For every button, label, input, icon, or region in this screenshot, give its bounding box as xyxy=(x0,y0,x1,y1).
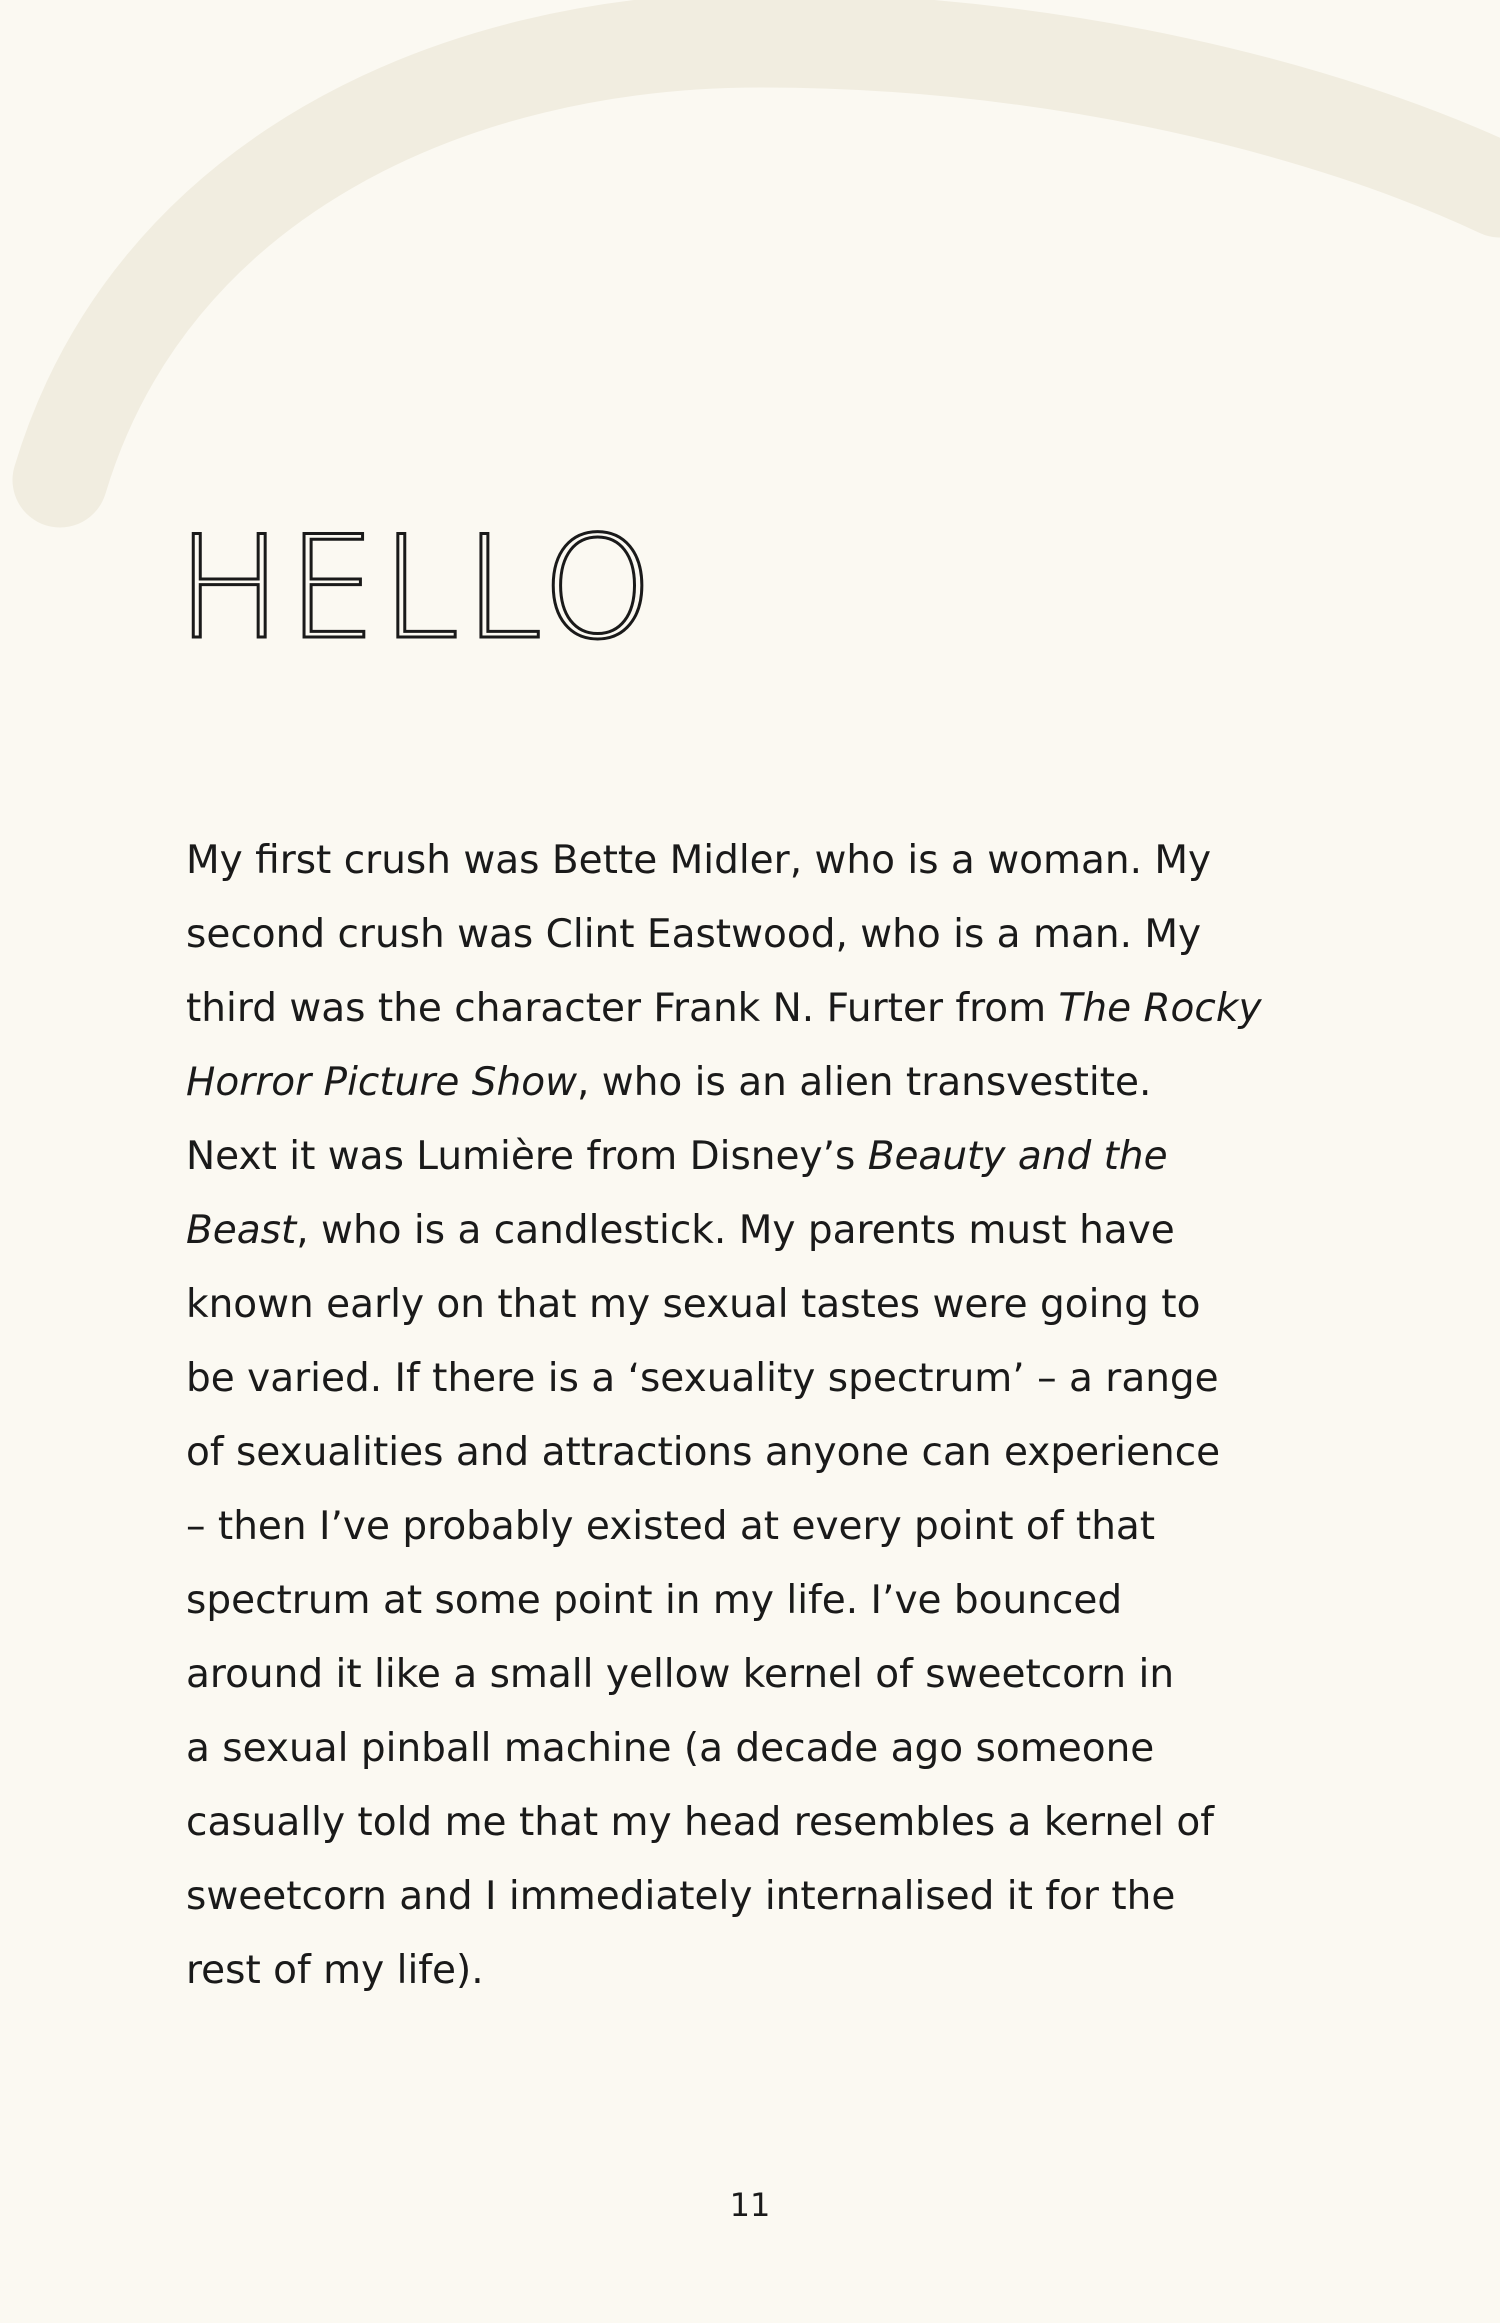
page-number: 11 xyxy=(729,2186,771,2224)
italic-title: Horror Picture Show xyxy=(186,1060,578,1105)
text-line: spectrum at some point in my life. I’ve bounced xyxy=(186,1578,1123,1623)
text-line: a sexual pinball machine (a decade ago someone xyxy=(186,1726,1155,1771)
text-line: My first crush was Bette Midler, who is a woman. My xyxy=(186,838,1212,883)
text-line: sweetcorn and I immediately internalised it for the xyxy=(186,1874,1176,1919)
text-line: third was the character Frank N. Furter from The Rocky xyxy=(186,986,1262,1031)
italic-title: Beast xyxy=(186,1208,297,1253)
text-line: Next it was Lumière from Disney’s Beauty and the xyxy=(186,1134,1168,1179)
page-title: HELLO xyxy=(176,506,658,671)
text-line: rest of my life). xyxy=(186,1948,484,1993)
text-line: of sexualities and attractions anyone can experience xyxy=(186,1430,1221,1475)
text-line: second crush was Clint Eastwood, who is a man. My xyxy=(186,912,1202,957)
text-line: around it like a small yellow kernel of sweetcorn in xyxy=(186,1652,1175,1697)
text-line: – then I’ve probably existed at every point of that xyxy=(186,1504,1156,1549)
text-line: be varied. If there is a ‘sexuality spectrum’ – a range xyxy=(186,1356,1219,1401)
text-line: casually told me that my head resembles a kernel of xyxy=(186,1800,1214,1845)
text-line: Horror Picture Show, who is an alien transvestite. xyxy=(186,1060,1152,1105)
italic-title: Beauty and the xyxy=(867,1134,1168,1179)
body-paragraph xyxy=(186,824,1296,2008)
text-line: Beast, who is a candlestick. My parents must have xyxy=(186,1208,1175,1253)
italic-title: The Rocky xyxy=(1058,986,1262,1031)
text-line: known early on that my sexual tastes were going to xyxy=(186,1282,1201,1327)
